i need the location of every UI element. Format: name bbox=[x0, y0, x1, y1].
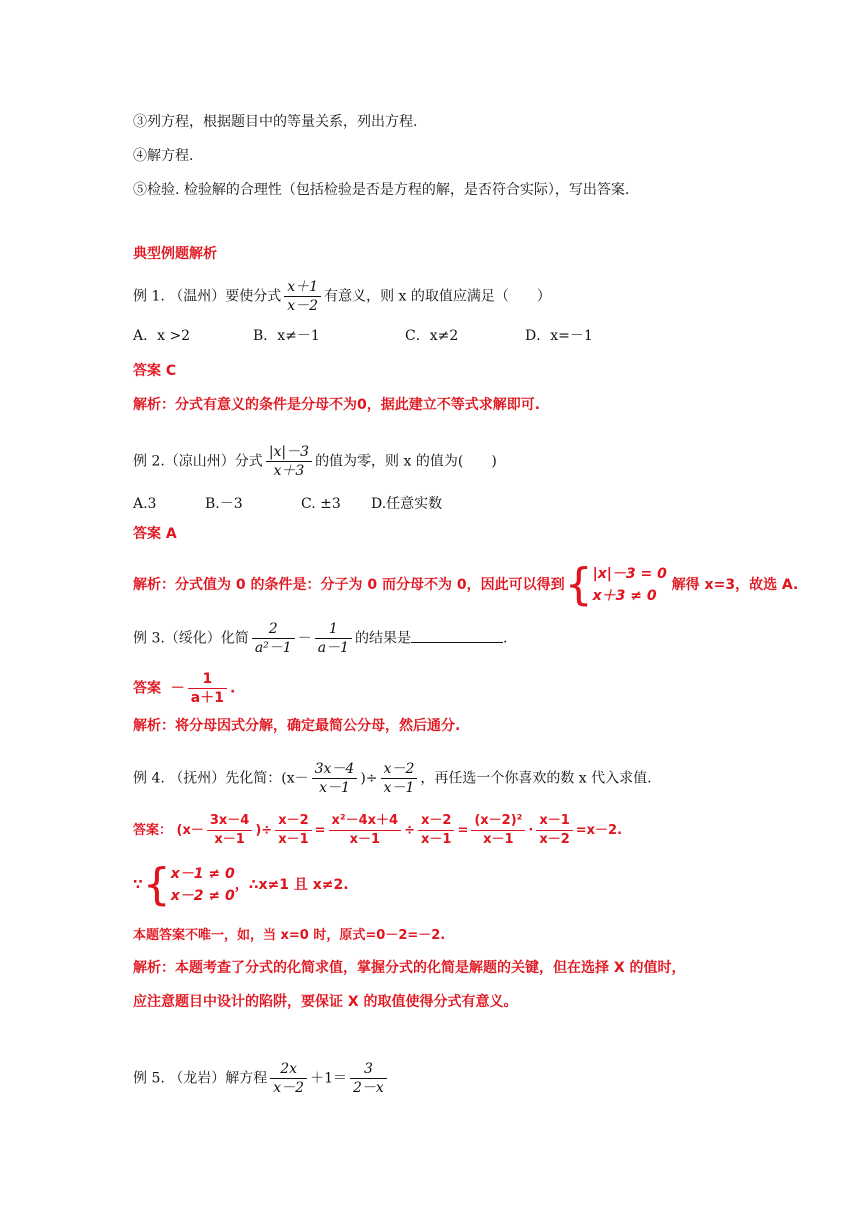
example-1-options bbox=[133, 326, 593, 346]
ex3-answer-end: . bbox=[229, 680, 236, 697]
ex1-option-d: D．x=－1 bbox=[525, 328, 593, 344]
ex5-mid: ＋1＝ bbox=[310, 1070, 347, 1087]
ex2-pre: 例 2.（凉山州）分式 bbox=[133, 453, 263, 470]
example-3-analysis: 解析：将分母因式分解，确定最简公分母，然后通分. bbox=[133, 718, 461, 734]
ex2-system bbox=[593, 563, 667, 607]
ex3-fraction-1 bbox=[252, 620, 295, 657]
example-1-answer: 答案 C bbox=[133, 363, 177, 379]
ex4-den-2: x－1 bbox=[381, 778, 418, 797]
ex4-pre: 例 4. （抚州）先化简：(x－ bbox=[133, 770, 309, 787]
example-2-options bbox=[133, 494, 442, 514]
ex4-a-eq2: = bbox=[457, 823, 469, 838]
ex4-a-frac-3 bbox=[329, 812, 402, 849]
ex4-a-frac-2 bbox=[275, 812, 311, 849]
ex2-fraction bbox=[266, 443, 312, 480]
ex4-a-eq1: = bbox=[314, 823, 326, 838]
step-3: ③列方程，根据题目中的等量关系，列出方程. bbox=[133, 114, 418, 130]
ex1-post: 有意义，则 x 的取值应满足（ ） bbox=[324, 288, 551, 305]
ex5-num-2: 3 bbox=[363, 1061, 373, 1077]
ex5-fraction-1 bbox=[270, 1060, 307, 1097]
ex4-a-n2: x－2 bbox=[278, 813, 309, 828]
ex3-den-1: a²－1 bbox=[252, 638, 295, 657]
ex3-num-1: 2 bbox=[268, 621, 278, 637]
ex3-end: . bbox=[502, 630, 508, 647]
section-title: 典型例题解析 bbox=[133, 246, 217, 262]
example-4-condition bbox=[133, 859, 349, 910]
example-2-answer: 答案 A bbox=[133, 526, 177, 542]
ex4-because: ∵ bbox=[133, 877, 143, 893]
ex2-sys-line-1: |x|－3 = 0 bbox=[592, 566, 667, 582]
ex4-a-pre: (x－ bbox=[176, 823, 204, 838]
ex5-pre: 例 5. （龙岩）解方程 bbox=[133, 1070, 268, 1087]
ex4-a-n4: x－2 bbox=[421, 813, 452, 828]
ex4-a-frac-6 bbox=[536, 812, 572, 849]
ex5-fraction-2 bbox=[350, 1060, 387, 1097]
ex4-sys-line-1: x－1 ≠ 0 bbox=[170, 866, 235, 882]
ex4-den-1: x－1 bbox=[312, 778, 358, 797]
example-2-question bbox=[133, 443, 497, 480]
example-1-analysis: 解析：分式有意义的条件是分母不为0，据此建立不等式求解即可. bbox=[133, 397, 541, 413]
ex3-answer-sign: － bbox=[170, 680, 185, 697]
example-5-question bbox=[133, 1060, 390, 1097]
ex4-a-n6: x－1 bbox=[539, 813, 570, 828]
example-4-answer bbox=[133, 812, 622, 849]
ex2-analysis-text: 解析：分式值为 0 的条件是：分子为 0 而分母不为 0，因此可以得到 bbox=[133, 577, 565, 593]
ex3-answer-blank bbox=[411, 628, 503, 643]
ex1-num: x＋1 bbox=[287, 279, 319, 295]
ex1-den: x－2 bbox=[284, 296, 321, 315]
ex4-num-1: 3x－4 bbox=[314, 761, 355, 777]
example-4-note: 本题答案不唯一，如，当 x=0 时，原式=0－2=－2. bbox=[133, 928, 446, 943]
ex2-option-c: C. ±3 bbox=[301, 496, 341, 512]
ex1-option-c: C．x≠2 bbox=[405, 328, 459, 344]
ex4-sys-line-2: x－2 ≠ 0 bbox=[170, 888, 235, 904]
ex4-fraction-2 bbox=[381, 760, 418, 797]
ex4-a-frac-1 bbox=[207, 812, 252, 849]
example-4-analysis-2: 应注意题目中设计的陷阱，要保证 X 的取值使得分式有意义。 bbox=[133, 994, 518, 1010]
ex5-den-2: 2－x bbox=[350, 1078, 387, 1097]
ex4-a-d5: x－1 bbox=[471, 830, 525, 849]
ex1-option-a: A．x >2 bbox=[133, 328, 191, 344]
ex5-den-1: x－2 bbox=[270, 1078, 307, 1097]
step-5: ⑤检验. 检验解的合理性（包括检验是否是方程的解，是否符合实际），写出答案. bbox=[133, 182, 630, 198]
ex4-a-frac-5 bbox=[471, 812, 525, 849]
ex3-pre: 例 3.（绥化）化简 bbox=[133, 630, 249, 647]
ex4-a-d1: x－1 bbox=[207, 830, 252, 849]
ex3-den-2: a－1 bbox=[315, 638, 352, 657]
ex4-a-d4: x－1 bbox=[418, 830, 454, 849]
example-4-analysis-1: 解析：本题考查了分式的化简求值，掌握分式的化简是解题的关键，但在选择 X 的值时， bbox=[133, 960, 686, 976]
ex4-a-n5: (x－2)² bbox=[474, 813, 523, 828]
ex4-a-mid: )÷ bbox=[255, 823, 273, 838]
ex4-system bbox=[171, 863, 235, 907]
ex4-brace: { bbox=[142, 859, 171, 910]
ex3-answer-label: 答案 bbox=[133, 680, 161, 697]
ex3-num-2: 1 bbox=[328, 621, 338, 637]
ex2-post: 的值为零，则 x 的值为( ) bbox=[315, 453, 497, 470]
ex4-a-n1: 3x－4 bbox=[209, 813, 250, 828]
ex1-option-b: B．x≠－1 bbox=[253, 328, 320, 344]
ex4-num-2: x－2 bbox=[383, 761, 415, 777]
ex3-answer-den: a＋1 bbox=[188, 688, 227, 707]
ex2-analysis-end: 解得 x=3，故选 A. bbox=[671, 577, 799, 593]
ex4-a-d2: x－1 bbox=[275, 830, 311, 849]
ex3-answer-num: 1 bbox=[202, 671, 213, 687]
example-2-analysis bbox=[133, 559, 799, 610]
ex1-pre: 例 1. （温州）要使分式 bbox=[133, 288, 282, 305]
ex4-post: ，再任选一个你喜欢的数 x 代入求值. bbox=[420, 770, 652, 787]
ex2-den: x＋3 bbox=[266, 461, 312, 480]
example-3-question bbox=[133, 620, 507, 657]
ex3-post: 的结果是 bbox=[354, 630, 411, 647]
ex2-option-b: B.－3 bbox=[205, 496, 243, 512]
ex1-fraction bbox=[284, 278, 321, 315]
ex4-fraction-1 bbox=[312, 760, 358, 797]
ex3-fraction-2 bbox=[315, 620, 352, 657]
ex2-option-a: A.3 bbox=[133, 496, 157, 512]
ex4-a-end: =x－2. bbox=[575, 823, 623, 838]
ex2-sys-line-2: x＋3 ≠ 0 bbox=[592, 588, 657, 604]
ex4-answer-label: 答案： bbox=[133, 823, 173, 838]
ex4-a-d6: x－2 bbox=[536, 830, 572, 849]
ex3-answer-fraction bbox=[188, 670, 227, 707]
ex2-brace: { bbox=[564, 559, 593, 610]
ex4-a-d3: x－1 bbox=[329, 830, 402, 849]
ex3-minus: － bbox=[297, 630, 312, 647]
example-3-answer bbox=[133, 670, 235, 707]
ex4-a-div: ÷ bbox=[404, 823, 416, 838]
example-4-question bbox=[133, 760, 652, 797]
ex4-a-frac-4 bbox=[418, 812, 454, 849]
ex4-therefore: ，∴x≠1 且 x≠2. bbox=[234, 877, 349, 893]
ex2-num: |x|－3 bbox=[268, 444, 310, 460]
ex2-option-d: D.任意实数 bbox=[371, 496, 443, 512]
ex4-mid: )÷ bbox=[360, 770, 378, 787]
ex5-num-1: 2x bbox=[280, 1061, 298, 1077]
example-1-question bbox=[133, 278, 551, 315]
step-4: ④解方程. bbox=[133, 148, 194, 164]
ex4-a-dot: · bbox=[528, 823, 534, 838]
ex4-a-n3: x²－4x＋4 bbox=[331, 813, 399, 828]
